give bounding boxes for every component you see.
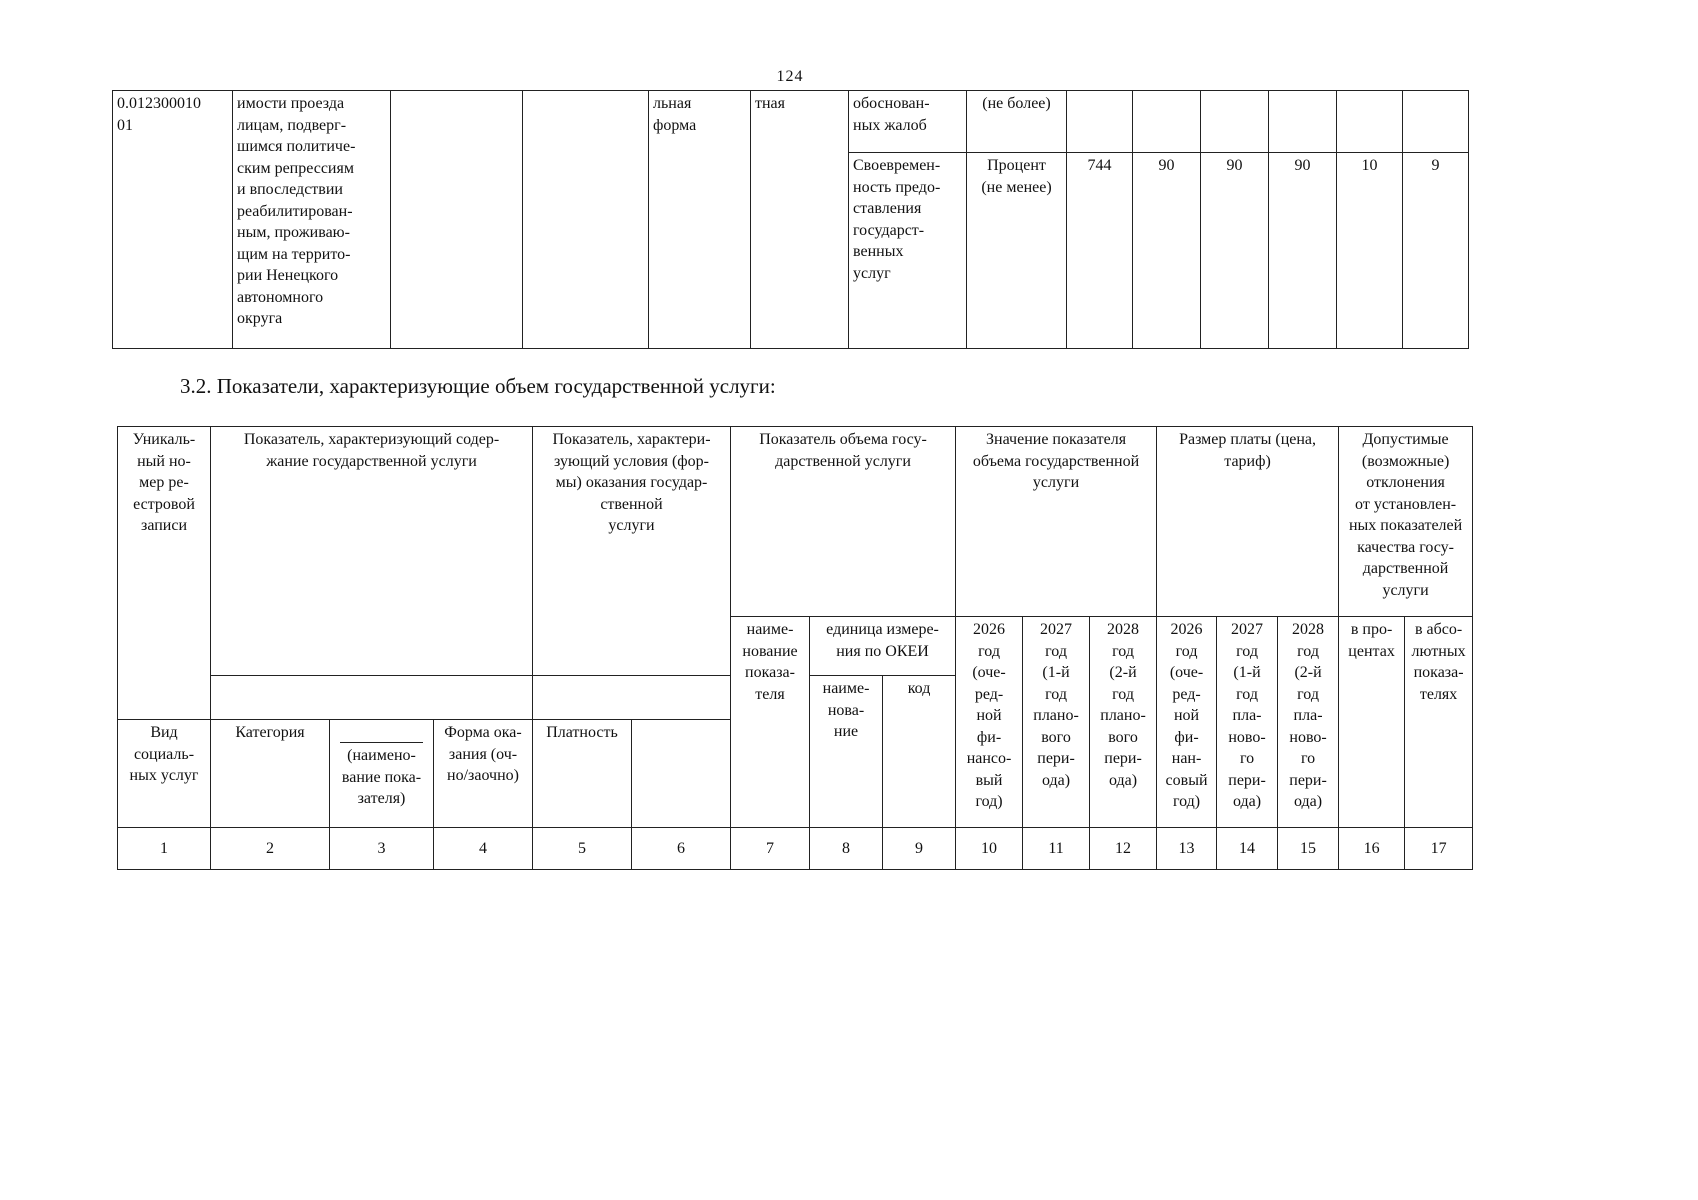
header-value-2027: 2027 год (1-й год плано- вого пери- ода) bbox=[1023, 617, 1090, 828]
unit-name: (не более) bbox=[967, 91, 1067, 153]
header-content-indicator: Показатель, характеризующий содер- жание государственной услуги bbox=[211, 427, 533, 676]
header-conditions-indicator: Показатель, характери- зующий условия (фор- мы) оказания государ- ственной услуги bbox=[533, 427, 731, 676]
header-okei-name: наиме- нова- ние bbox=[810, 676, 883, 828]
page-number: 124 bbox=[776, 68, 804, 85]
header-indicator-name: наиме- нование показа- теля bbox=[731, 617, 810, 828]
value-2026 bbox=[1133, 91, 1201, 153]
column-number: 5 bbox=[533, 828, 632, 870]
section-heading: 3.2. Показатели, характеризующие объем государственной услуги: bbox=[180, 374, 776, 398]
deviation-absolute bbox=[1403, 91, 1469, 153]
registry-code: 0.012300010 01 bbox=[113, 91, 233, 349]
header-deviation-percent: в про- центах bbox=[1339, 617, 1405, 828]
column-number: 2 bbox=[211, 828, 330, 870]
column-number: 17 bbox=[1405, 828, 1473, 870]
column-number: 15 bbox=[1278, 828, 1339, 870]
column-number: 14 bbox=[1217, 828, 1278, 870]
value-2028 bbox=[1269, 91, 1337, 153]
header-service-form: Форма ока- зания (оч- но/заочно) bbox=[434, 720, 533, 828]
deviation-percent: 10 bbox=[1337, 153, 1403, 349]
column-number: 1 bbox=[118, 828, 211, 870]
header-deviation-absolute: в абсо- лютных показа- телях bbox=[1405, 617, 1473, 828]
header-value-2028: 2028 год (2-й год плано- вого пери- ода) bbox=[1090, 617, 1157, 828]
volume-indicators-table bbox=[117, 426, 1473, 870]
header-fee-2027: 2027 год (1-й год пла- ново- го пери- ода) bbox=[1217, 617, 1278, 828]
column-number: 7 bbox=[731, 828, 810, 870]
column-number: 6 bbox=[632, 828, 731, 870]
column-number: 13 bbox=[1157, 828, 1217, 870]
deviation-absolute: 9 bbox=[1403, 153, 1469, 349]
header-fee-2026: 2026 год (оче- ред- ной фи- нан- совый год) bbox=[1157, 617, 1217, 828]
header-value-2026: 2026 год (оче- ред- ной фи- нансо- вый год) bbox=[956, 617, 1023, 828]
value-2028: 90 bbox=[1269, 153, 1337, 349]
empty-cell bbox=[211, 676, 533, 720]
column-number: 10 bbox=[956, 828, 1023, 870]
column-number: 8 bbox=[810, 828, 883, 870]
value-2027 bbox=[1201, 91, 1269, 153]
header-blank-indicator: (наимено- вание пока- зателя) bbox=[341, 747, 422, 807]
empty-cell bbox=[523, 91, 649, 349]
header-okei-code: код bbox=[883, 676, 956, 828]
blank-indicator-line bbox=[340, 722, 423, 743]
column-number: 4 bbox=[434, 828, 533, 870]
column-number: 9 bbox=[883, 828, 956, 870]
header-social-service-type: Вид социаль- ных услуг bbox=[118, 720, 211, 828]
header-category: Категория bbox=[211, 720, 330, 828]
header-fee: Размер платы (цена, тариф) bbox=[1157, 427, 1339, 617]
header-okei-unit: единица измере- ния по ОКЕИ bbox=[810, 617, 956, 676]
service-name: имости проезда лицам, подверг- шимся политиче- ским репрессиям и впоследствии реабилитирован- ным, проживаю- щим на террито- рии Ненецкого автономного округа bbox=[233, 91, 391, 349]
value-2026: 90 bbox=[1133, 153, 1201, 349]
header-registry-number: Уникаль- ный но- мер ре- естровой записи bbox=[118, 427, 211, 720]
header-fee-2028: 2028 год (2-й год пла- ново- го пери- ода) bbox=[1278, 617, 1339, 828]
column-number: 3 bbox=[330, 828, 434, 870]
deviation-percent bbox=[1337, 91, 1403, 153]
service-form-fragment: льная форма bbox=[649, 91, 751, 349]
header-volume-indicator: Показатель объема госу- дарственной услуги bbox=[731, 427, 956, 617]
okei-code bbox=[1067, 91, 1133, 153]
column-number: 12 bbox=[1090, 828, 1157, 870]
header-payment: Платность bbox=[533, 720, 632, 828]
payment-fragment: тная bbox=[751, 91, 849, 349]
column-number: 11 bbox=[1023, 828, 1090, 870]
quality-table-continuation bbox=[112, 90, 1469, 349]
indicator-name: обоснован- ных жалоб bbox=[849, 91, 967, 153]
value-2027: 90 bbox=[1201, 153, 1269, 349]
empty-cell bbox=[391, 91, 523, 349]
column-number: 16 bbox=[1339, 828, 1405, 870]
indicator-name: Своевремен- ность предо- ставления государст- венных услуг bbox=[849, 153, 967, 349]
okei-code: 744 bbox=[1067, 153, 1133, 349]
empty-cell bbox=[533, 676, 731, 720]
header-allowed-deviations: Допустимые (возможные) отклонения от установлен- ных показателей качества госу- дарственной услуги bbox=[1339, 427, 1473, 617]
header-volume-value: Значение показателя объема государственной услуги bbox=[956, 427, 1157, 617]
unit-name: Процент (не менее) bbox=[967, 153, 1067, 349]
